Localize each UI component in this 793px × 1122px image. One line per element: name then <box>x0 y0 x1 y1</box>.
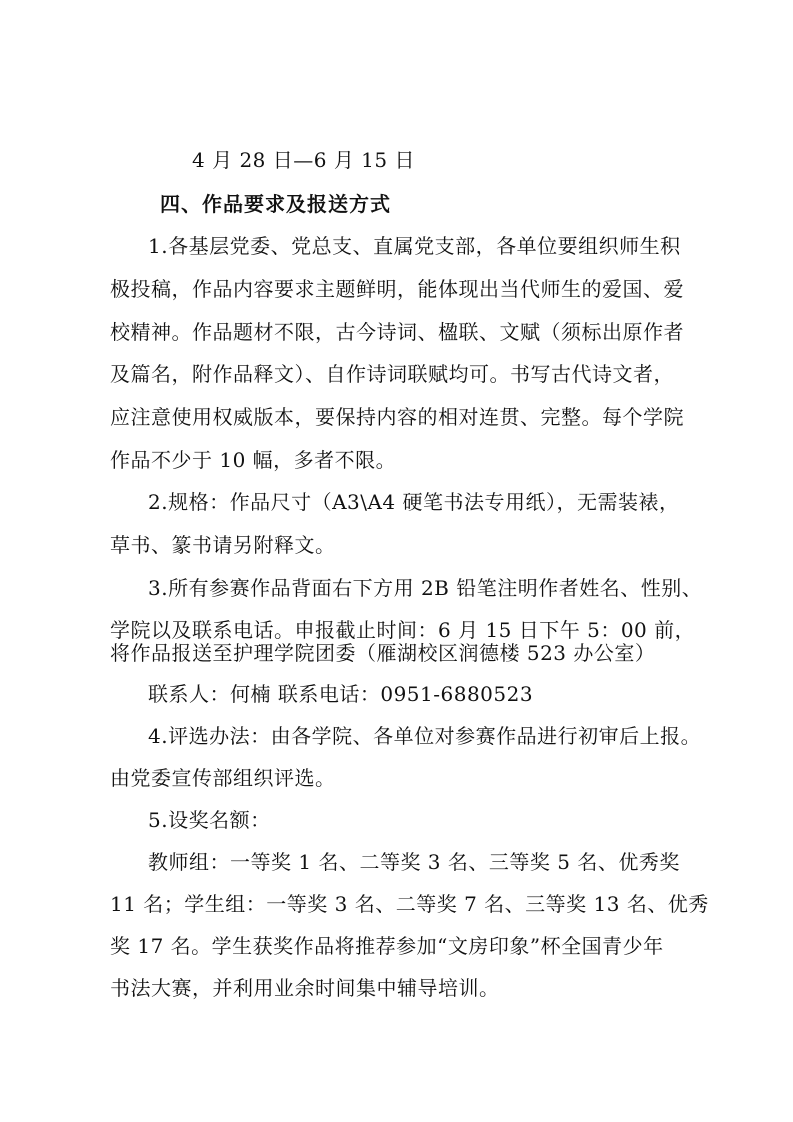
item4-line: 4.评选办法：由各学院、各单位对参赛作品进行初审后上报。 <box>148 724 702 748</box>
item5-line: 奖 17 名。学生获奖作品将推荐参加“文房印象”杯全国青少年 <box>110 934 664 958</box>
item1-line: 校精神。作品题材不限，古今诗词、楹联、文赋（须标出原作者 <box>110 320 684 344</box>
date-range: 4 月 28 日—6 月 15 日 <box>192 148 415 172</box>
item4-line: 由党委宣传部组织评选。 <box>110 766 336 790</box>
item3-line: 3.所有参赛作品背面右下方用 2B 铅笔注明作者姓名、性别、 <box>148 576 703 600</box>
item5-line: 教师组：一等奖 1 名、二等奖 3 名、三等奖 5 名、优秀奖 <box>148 850 680 874</box>
item1-line: 1.各基层党委、党总支、直属党支部，各单位要组织师生积 <box>148 234 681 258</box>
item2-line: 2.规格：作品尺寸（A3\A4 硬笔书法专用纸），无需装裱， <box>148 490 680 514</box>
item1-line: 极投稿，作品内容要求主题鲜明，能体现出当代师生的爱国、爱 <box>110 277 684 301</box>
item5-title: 5.设奖名额： <box>148 808 271 832</box>
section-heading: 四、作品要求及报送方式 <box>160 192 391 216</box>
item5-line: 11 名；学生组：一等奖 3 名、二等奖 7 名、三等奖 13 名、优秀 <box>110 892 709 916</box>
item2-line: 草书、篆书请另附释文。 <box>110 533 336 557</box>
item5-line: 书法大赛，并利用业余时间集中辅导培训。 <box>110 976 500 1000</box>
item1-line: 及篇名，附作品释文）、自作诗词联赋均可。书写古代诗文者， <box>110 362 674 386</box>
item3-line: 将作品报送至护理学院团委（雁湖校区润德楼 523 办公室） <box>110 641 656 665</box>
contact-line: 联系人：何楠 联系电话：0951-6880523 <box>148 682 534 706</box>
item1-line: 应注意使用权威版本，要保持内容的相对连贯、完整。每个学院 <box>110 405 684 429</box>
item3-line: 学院以及联系电话。申报截止时间：6 月 15 日下午 5：00 前， <box>110 618 696 642</box>
item1-line: 作品不少于 10 幅，多者不限。 <box>110 448 397 472</box>
